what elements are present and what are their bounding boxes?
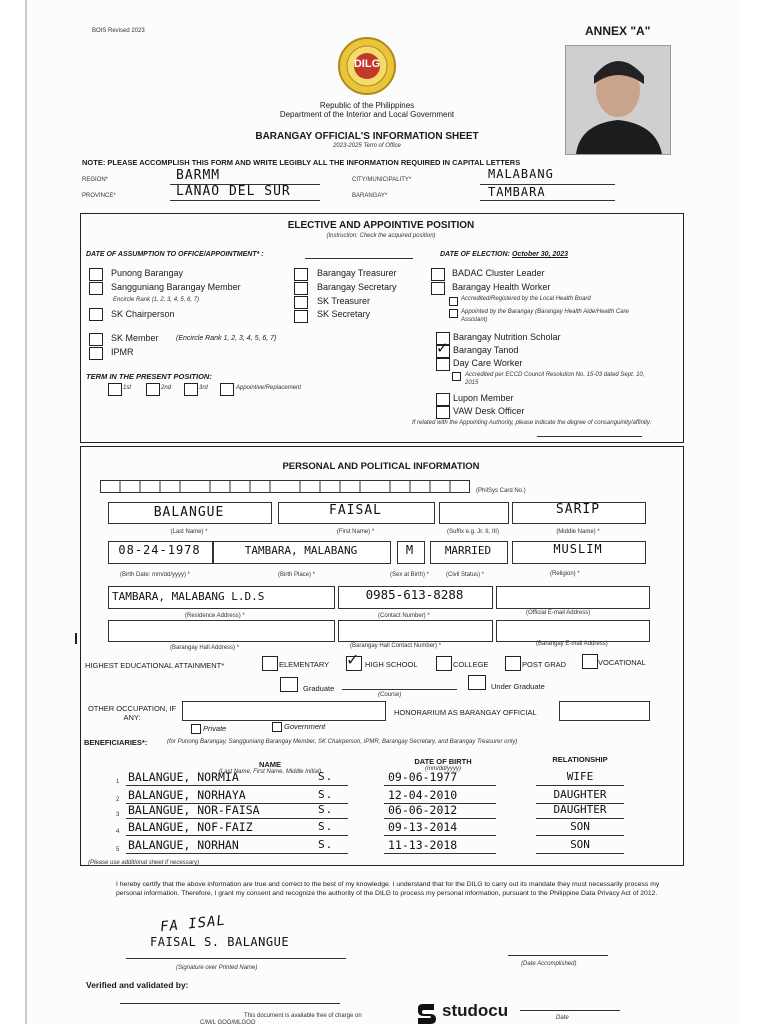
beneficiary-dob[interactable]: 11-13-2018: [388, 838, 458, 852]
term-of-office: 2023-2025 Term of Office: [333, 143, 401, 149]
assumption-line: [305, 258, 413, 259]
region-value[interactable]: BARMM: [176, 168, 221, 183]
email-field[interactable]: [496, 586, 650, 609]
beneficiary-initial: S.: [318, 788, 334, 801]
ipmr-label: IPMR: [111, 347, 134, 357]
term-appointive-checkbox[interactable]: [220, 383, 234, 396]
term-3rd-checkbox[interactable]: [184, 383, 198, 396]
vaw-checkbox[interactable]: [436, 406, 450, 419]
beneficiary-dob-line: [384, 785, 496, 786]
middle-name-value: SARIP: [555, 502, 601, 517]
tanod-check-icon: ✓: [436, 340, 449, 357]
elementary-label: ELEMENTARY: [279, 660, 330, 669]
term-label: TERM IN THE PRESENT POSITION:: [86, 372, 212, 381]
course-line: [342, 689, 457, 690]
graduate-checkbox[interactable]: [280, 677, 298, 692]
graduate-label: Graduate: [303, 684, 335, 693]
name-header: NAME: [258, 760, 282, 769]
date-accomplished-label: (Date Accomplished): [521, 961, 577, 967]
beneficiary-initial: S.: [318, 770, 334, 783]
term-1st-label: 1st: [123, 385, 132, 391]
birthdate-value: 08-24-1978: [118, 543, 201, 557]
undergrad-label: Under Graduate: [491, 682, 545, 691]
beneficiary-name[interactable]: BALANGUE, NORHAYA: [128, 788, 246, 802]
sk-member-rank: (Encircle Rank 1, 2, 3, 4, 5, 6, 7): [176, 335, 277, 342]
beneficiary-name[interactable]: BALANGUE, NOF-FAIZ: [128, 820, 253, 834]
suffix-label: (Suffix e.g. Jr. II, III): [447, 529, 499, 535]
civil-status-label: (Civil Status) *: [446, 572, 485, 578]
sk-secretary-checkbox[interactable]: [294, 310, 308, 323]
sk-chairperson-checkbox[interactable]: [89, 308, 103, 321]
vocational-label: VOCATIONAL: [598, 658, 646, 667]
private-checkbox[interactable]: [191, 724, 201, 734]
verifier-cut-label: C/M/L GOO/MLGOO: [200, 1020, 256, 1026]
beneficiary-rel-line: [536, 853, 624, 854]
region-label: REGION*: [82, 177, 109, 183]
verified-label: Verified and validated by:: [86, 980, 189, 990]
signature-line: [126, 958, 346, 959]
date-line: [520, 1010, 620, 1011]
consanguinity-line: [537, 436, 642, 437]
department-text: Department of the Interior and Local Government: [279, 110, 455, 119]
certification-text: I hereby certify that the above information are true and correct to the best of my knowledge. I understand that for the DILG to carry out its mandate they must necessarily process my personal information. Therefore, I grant my consent and recognize the authority of the DILG to process my personal information, pursuant to the Philippine Data Privacy Act of 2012.: [116, 881, 660, 897]
sk-member-label: SK Member: [111, 333, 159, 343]
bhw-appointed-label: Appointed by the Barangay (Barangay Health Aide/Health Care Assistant): [461, 309, 629, 323]
bhw-accredited-checkbox[interactable]: [449, 297, 458, 306]
hall-address-field[interactable]: [108, 620, 335, 642]
bhw-appointed-checkbox[interactable]: [449, 309, 458, 318]
term-appointive-label: Appointive/Replacement: [236, 385, 302, 391]
beneficiary-dob-line: [384, 818, 496, 819]
election-label: DATE OF ELECTION:: [440, 251, 510, 258]
beneficiary-name-line: [126, 818, 348, 819]
beneficiary-dob-line: [384, 853, 496, 854]
lupon-label: Lupon Member: [453, 393, 514, 403]
free-notice: This document is available free of charge on: [244, 1013, 362, 1019]
college-checkbox[interactable]: [436, 656, 452, 671]
sk-treasurer-label: SK Treasurer: [317, 296, 371, 306]
beneficiary-name-line: [126, 785, 348, 786]
revision-note: BOIS Revised 2023: [92, 28, 145, 34]
beneficiary-rel-line: [536, 785, 624, 786]
beneficiary-relationship[interactable]: DAUGHTER: [553, 803, 607, 816]
middle-name-label: (Middle Name) *: [556, 529, 600, 535]
hall-contact-label: (Barangay Hall Contact Number) *: [350, 643, 442, 649]
philsys-label: (PhilSys Card No.): [476, 488, 526, 494]
dob-subheader: (mm/dd/yyyy): [425, 766, 461, 772]
post-grad-label: POST GRAD: [522, 660, 567, 669]
birthplace-value: TAMBARA, MALABANG: [244, 544, 358, 557]
beneficiary-rel-line: [536, 818, 624, 819]
position-title: ELECTIVE AND APPOINTIVE POSITION: [287, 220, 475, 231]
residence-label: (Residence Address) *: [185, 613, 245, 619]
province-label: PROVINCE*: [82, 193, 116, 199]
beneficiary-dob[interactable]: 06-06-2012: [388, 803, 458, 817]
sex-label: (Sex at Birth) *: [390, 572, 430, 578]
badac-checkbox[interactable]: [431, 268, 445, 281]
elementary-checkbox[interactable]: [262, 656, 278, 671]
dcw-accredited-checkbox[interactable]: [452, 372, 461, 381]
sk-member-checkbox[interactable]: [89, 333, 103, 346]
beneficiary-name-line: [126, 853, 348, 854]
beneficiary-relationship[interactable]: DAUGHTER: [553, 788, 607, 801]
beneficiary-dob[interactable]: 12-04-2010: [388, 788, 458, 802]
hall-email-field[interactable]: [496, 620, 650, 642]
beneficiary-dob[interactable]: 09-13-2014: [388, 820, 458, 834]
position-section: [80, 213, 684, 443]
position-instruction: (Instruction: Check the acquired position): [326, 233, 436, 239]
assumption-label: DATE OF ASSUMPTION TO OFFICE/APPOINTMENT* :: [86, 251, 264, 258]
hall-address-label: (Barangay Hall Address) *: [170, 645, 240, 651]
capital-letters-note: NOTE: PLEASE ACCOMPLISH THIS FORM AND WRITE LEGIBLY ALL THE INFORMATION REQUIRED IN CAPITAL LETTERS: [82, 158, 521, 167]
dcw-label: Day Care Worker: [453, 358, 523, 368]
birthplace-label: (Birth Place) *: [278, 572, 316, 578]
first-name-label: (First Name) *: [336, 529, 375, 535]
name-subheader: (Last Name, First Name, Middle Initial): [218, 769, 322, 775]
dob-header: DATE OF BIRTH: [414, 757, 472, 766]
republic-text: Republic of the Philippines: [319, 101, 415, 110]
hall-email-label: (Barangay E-mail Address): [536, 641, 608, 647]
province-value[interactable]: LANAO DEL SUR: [176, 184, 291, 199]
last-name-label: (Last Name) *: [170, 529, 208, 535]
bhw-accredited-label: Accredited/Registered by the Local Health Board: [461, 296, 591, 302]
beneficiary-name[interactable]: BALANGUE, NORMIA: [128, 770, 239, 784]
date-accomplished-line: [508, 955, 608, 956]
residence-value: TAMBARA, MALABANG L.D.S: [112, 590, 265, 603]
annex-label: ANNEX "A": [585, 24, 651, 38]
dcw-checkbox[interactable]: [436, 358, 450, 371]
beneficiaries-label: BENEFICIARIES*:: [84, 738, 148, 747]
course-label: (Course): [378, 692, 402, 698]
dcw-accredited-label: Accredited per ECCD Council Resolution No. 15-03 dated Sept. 10, 2015: [465, 372, 645, 386]
consanguinity-note: If related with the Appointing Authority, please indicate the degree of consanguinity/affinity:: [412, 420, 652, 426]
other-occupation-label: OTHER OCCUPATION, IF ANY:: [87, 704, 177, 722]
beneficiary-dob-line: [384, 835, 496, 836]
secretary-label: Barangay Secretary: [317, 282, 397, 292]
term-3rd-label: 3rd: [199, 385, 208, 391]
lupon-checkbox[interactable]: [436, 393, 450, 406]
beneficiary-rel-line: [536, 835, 624, 836]
philsys-boxes[interactable]: [100, 480, 470, 493]
relationship-header: RELATIONSHIP: [552, 755, 608, 764]
high-school-label: HIGH SCHOOL: [365, 660, 418, 669]
honorarium-field[interactable]: [559, 701, 650, 721]
date-label: Date: [556, 1015, 569, 1021]
province-line: [170, 200, 320, 201]
term-2nd-checkbox[interactable]: [146, 383, 160, 396]
beneficiary-number: 3: [116, 812, 120, 818]
election-value: October 30, 2023: [512, 251, 569, 258]
city-value[interactable]: MALABANG: [488, 167, 554, 181]
beneficiary-number: 2: [116, 797, 120, 803]
studocu-wordmark: studocu: [442, 1001, 509, 1020]
margin-mark: [75, 633, 77, 644]
sk-chairperson-label: SK Chairperson: [111, 309, 175, 319]
encircle-rank-note: Encircle Rank (1, 2, 3, 4, 5, 6, 7): [113, 297, 200, 303]
educ-label: HIGHEST EDUCATIONAL ATTAINMENT*: [85, 661, 225, 670]
beneficiary-name[interactable]: BALANGUE, NORHAN: [128, 838, 239, 852]
id-photo: [565, 45, 671, 155]
post-grad-checkbox[interactable]: [505, 656, 521, 671]
signature-scribble: FA ISAL: [159, 912, 227, 936]
ipmr-checkbox[interactable]: [89, 347, 103, 360]
beneficiary-initial: S.: [318, 820, 334, 833]
beneficiary-number: 4: [116, 829, 120, 835]
beneficiary-number: 5: [116, 847, 120, 853]
beneficiary-initial: S.: [318, 838, 334, 851]
badac-label: BADAC Cluster Leader: [452, 268, 545, 278]
religion-label: (Religion) *: [550, 571, 580, 577]
undergrad-checkbox[interactable]: [468, 675, 486, 690]
beneficiary-name[interactable]: BALANGUE, NOR-FAISA: [128, 803, 260, 817]
personal-title: PERSONAL AND POLITICAL INFORMATION: [282, 461, 480, 472]
government-label: Government: [284, 722, 326, 731]
beneficiary-relationship[interactable]: SON: [570, 838, 590, 851]
printed-name[interactable]: FAISAL S. BALANGUE: [150, 935, 290, 949]
religion-value: MUSLIM: [553, 542, 603, 556]
honorarium-label: HONORARIUM AS BARANGAY OFFICIAL: [394, 708, 537, 717]
vocational-checkbox[interactable]: [582, 654, 598, 669]
first-name-value: FAISAL: [329, 503, 382, 518]
sex-value: M: [405, 543, 415, 557]
beneficiary-dob[interactable]: 09-06-1977: [388, 770, 458, 784]
barangay-label: BARANGAY*: [352, 193, 388, 199]
term-2nd-label: 2nd: [161, 385, 172, 391]
beneficiaries-note: (for Punong Barangay, Sangguniang Barangay Member, SK Chairperson, IPMR, Barangay Secretary, and Barangay Treasurer only): [167, 739, 518, 745]
bhw-checkbox[interactable]: [431, 282, 445, 295]
signature-label: (Signature over Printed Name): [176, 965, 258, 971]
sk-secretary-label: SK Secretary: [317, 309, 371, 319]
beneficiary-relationship[interactable]: SON: [570, 820, 590, 833]
email-label: (Official E-mail Address): [526, 610, 591, 616]
page-edge: [25, 0, 27, 1024]
secretary-checkbox[interactable]: [294, 282, 308, 295]
form-title: BARANGAY OFFICIAL'S INFORMATION SHEET: [255, 131, 479, 142]
sk-treasurer-checkbox[interactable]: [294, 296, 308, 309]
sb-member-label: Sangguniang Barangay Member: [111, 282, 241, 292]
last-name-value: BALANGUE: [153, 505, 225, 520]
verifier-line: [120, 1003, 340, 1004]
government-checkbox[interactable]: [272, 722, 282, 732]
city-label: CITY/MUNICIPALITY*: [352, 177, 412, 183]
beneficiary-relationship[interactable]: WIFE: [566, 770, 594, 783]
punong-barangay-label: Punong Barangay: [111, 268, 184, 278]
punong-barangay-checkbox[interactable]: [89, 268, 103, 281]
barangay-value[interactable]: TAMBARA: [488, 185, 546, 199]
college-label: COLLEGE: [453, 660, 489, 669]
other-occupation-field[interactable]: [182, 701, 386, 721]
civil-status-value: MARRIED: [444, 544, 492, 557]
private-label: Private: [203, 724, 227, 733]
suffix-field[interactable]: [439, 502, 509, 524]
beneficiary-name-line: [126, 835, 348, 836]
treasurer-checkbox[interactable]: [294, 268, 308, 281]
sb-member-checkbox[interactable]: [89, 282, 103, 295]
barangay-line: [480, 200, 615, 201]
beneficiary-initial: S.: [318, 803, 334, 816]
contact-value: 0985-613-8288: [365, 587, 464, 602]
contact-label: (Contact Number) *: [378, 613, 430, 619]
vaw-label: VAW Desk Officer: [453, 406, 525, 416]
high-school-check-icon: ✓: [346, 652, 360, 669]
studocu-logo-icon: [414, 1002, 440, 1024]
additional-sheet-note: (Please use additional sheet if necessary): [88, 860, 200, 866]
beneficiary-number: 1: [116, 779, 120, 785]
seal-text: DILG: [353, 58, 381, 70]
hall-contact-field[interactable]: [338, 620, 493, 642]
tanod-label: Barangay Tanod: [453, 345, 519, 355]
birthdate-label: (Birth Date: mm/dd/yyyy) *: [120, 572, 191, 578]
bns-label: Barangay Nutrition Scholar: [453, 332, 561, 342]
treasurer-label: Barangay Treasurer: [317, 268, 397, 278]
bhw-label: Barangay Health Worker: [452, 282, 551, 292]
term-1st-checkbox[interactable]: [108, 383, 122, 396]
